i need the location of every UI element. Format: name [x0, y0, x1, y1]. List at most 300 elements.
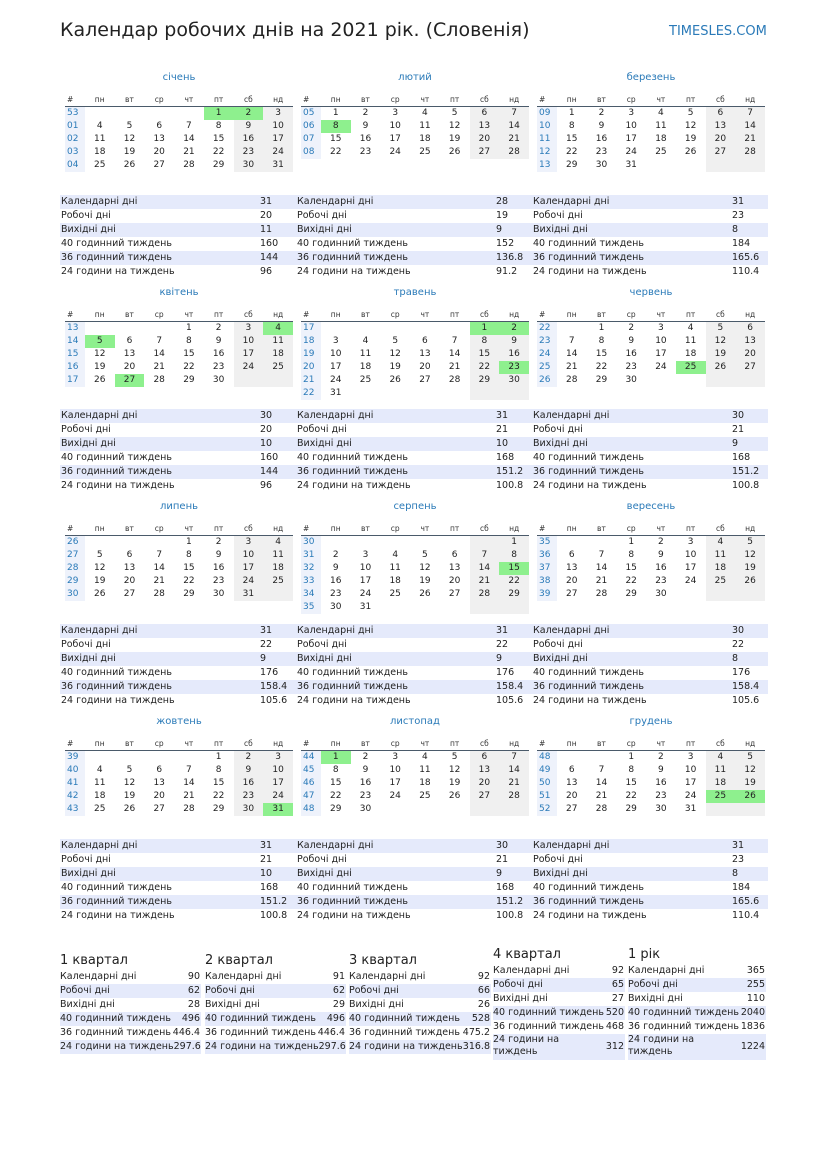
day-cell[interactable]: 2	[215, 537, 222, 547]
day-cell[interactable]: 24	[389, 147, 401, 157]
day-cell[interactable]: 29	[625, 804, 637, 814]
day-cell[interactable]: 30	[329, 602, 342, 612]
day-cell[interactable]: 12	[93, 349, 106, 359]
day-cell[interactable]: 25	[359, 375, 372, 385]
day-cell[interactable]: 29	[212, 160, 225, 170]
day-cell[interactable]: 27	[123, 589, 136, 599]
day-cell[interactable]: 25	[419, 791, 431, 801]
day-cell[interactable]: 31	[263, 159, 293, 172]
day-cell[interactable]: 30	[234, 803, 264, 816]
day-cell[interactable]: 8	[470, 335, 500, 348]
day-cell[interactable]: 16	[212, 563, 225, 573]
day-cell[interactable]: 24	[359, 589, 372, 599]
day-cell[interactable]: 9	[658, 550, 664, 560]
day-cell[interactable]: 1	[186, 323, 192, 333]
day-cell[interactable]: 22	[212, 791, 225, 801]
day-cell[interactable]: 14	[448, 349, 461, 359]
day-cell[interactable]: 5	[85, 335, 115, 348]
day-cell[interactable]: 11	[655, 121, 667, 131]
day-cell[interactable]: 19	[123, 791, 136, 801]
day-cell[interactable]: 22	[625, 576, 637, 586]
day-cell[interactable]: 22	[183, 576, 195, 586]
day-cell[interactable]: 6	[126, 550, 133, 560]
day-cell[interactable]: 7	[156, 550, 163, 560]
day-cell[interactable]: 10	[684, 765, 697, 775]
day-cell[interactable]: 12	[93, 563, 106, 573]
day-cell[interactable]: 4	[263, 536, 293, 549]
day-cell[interactable]: 21	[735, 133, 765, 146]
day-cell[interactable]: 14	[595, 778, 608, 788]
day-cell[interactable]: 22	[499, 575, 529, 588]
day-cell[interactable]: 30	[499, 374, 529, 387]
day-cell[interactable]: 23	[595, 147, 608, 157]
day-cell[interactable]: 26	[735, 575, 765, 588]
day-cell[interactable]: 3	[332, 336, 339, 346]
day-cell[interactable]: 10	[263, 764, 293, 777]
day-cell[interactable]: 1	[628, 537, 635, 547]
day-cell[interactable]: 14	[153, 563, 165, 573]
day-cell[interactable]: 9	[598, 121, 605, 131]
day-cell[interactable]: 28	[183, 160, 195, 170]
day-cell[interactable]: 12	[448, 765, 461, 775]
day-cell[interactable]: 12	[123, 134, 136, 144]
day-cell[interactable]: 27	[470, 790, 500, 803]
day-cell[interactable]: 20	[565, 576, 578, 586]
day-cell[interactable]: 28	[183, 804, 195, 814]
day-cell[interactable]: 10	[389, 121, 401, 131]
day-cell[interactable]: 15	[625, 778, 637, 788]
day-cell[interactable]: 13	[470, 764, 500, 777]
day-cell[interactable]: 5	[422, 550, 428, 560]
day-cell[interactable]: 20	[470, 133, 500, 146]
day-cell[interactable]: 10	[359, 563, 372, 573]
day-cell[interactable]: 11	[684, 336, 697, 346]
day-cell[interactable]: 22	[470, 361, 500, 374]
day-cell[interactable]: 4	[658, 108, 664, 118]
day-cell[interactable]: 3	[628, 108, 635, 118]
day-cell[interactable]: 25	[263, 361, 293, 374]
day-cell[interactable]: 15	[625, 563, 637, 573]
day-cell[interactable]: 18	[263, 562, 293, 575]
day-cell[interactable]: 27	[470, 146, 500, 159]
day-cell[interactable]: 9	[215, 336, 222, 346]
day-cell[interactable]: 24	[234, 361, 264, 374]
day-cell[interactable]: 6	[470, 107, 500, 120]
day-cell[interactable]: 31	[263, 803, 293, 816]
day-cell[interactable]: 23	[234, 790, 264, 803]
day-cell[interactable]: 25	[706, 575, 736, 588]
day-cell[interactable]: 6	[568, 765, 575, 775]
day-cell[interactable]: 17	[234, 562, 264, 575]
day-cell[interactable]: 15	[329, 134, 342, 144]
day-cell[interactable]: 29	[470, 374, 500, 387]
day-cell[interactable]: 30	[212, 589, 225, 599]
day-cell[interactable]: 27	[565, 589, 578, 599]
day-cell[interactable]: 17	[684, 563, 697, 573]
day-cell[interactable]: 28	[448, 375, 461, 385]
day-cell[interactable]: 12	[735, 549, 765, 562]
day-cell[interactable]: 28	[470, 588, 500, 601]
day-cell[interactable]: 30	[655, 589, 667, 599]
day-cell[interactable]: 17	[684, 778, 697, 788]
day-cell[interactable]: 30	[359, 804, 372, 814]
day-cell[interactable]: 27	[115, 374, 145, 387]
day-cell[interactable]: 13	[123, 563, 136, 573]
day-cell[interactable]: 26	[123, 160, 136, 170]
day-cell[interactable]: 14	[565, 349, 578, 359]
day-cell[interactable]: 22	[212, 147, 225, 157]
day-cell[interactable]: 11	[419, 121, 431, 131]
day-cell[interactable]: 12	[706, 335, 736, 348]
day-cell[interactable]: 16	[655, 778, 667, 788]
day-cell[interactable]: 11	[93, 134, 106, 144]
day-cell[interactable]: 19	[389, 362, 401, 372]
day-cell[interactable]: 3	[362, 550, 369, 560]
day-cell[interactable]: 9	[234, 120, 264, 133]
day-cell[interactable]: 28	[565, 375, 578, 385]
day-cell[interactable]: 17	[329, 362, 342, 372]
day-cell[interactable]: 7	[186, 121, 192, 131]
day-cell[interactable]: 9	[362, 765, 369, 775]
day-cell[interactable]: 29	[183, 589, 195, 599]
day-cell[interactable]: 1	[628, 752, 635, 762]
day-cell[interactable]: 24	[263, 790, 293, 803]
day-cell[interactable]: 21	[499, 777, 529, 790]
day-cell[interactable]: 21	[183, 147, 195, 157]
day-cell[interactable]: 8	[215, 121, 222, 131]
day-cell[interactable]: 27	[153, 804, 165, 814]
day-cell[interactable]: 26	[448, 791, 461, 801]
day-cell[interactable]: 23	[655, 576, 667, 586]
day-cell[interactable]: 10	[263, 120, 293, 133]
day-cell[interactable]: 6	[735, 322, 765, 335]
day-cell[interactable]: 15	[499, 562, 529, 575]
day-cell[interactable]: 14	[499, 120, 529, 133]
day-cell[interactable]: 2	[658, 752, 664, 762]
day-cell[interactable]: 25	[655, 147, 667, 157]
day-cell[interactable]: 18	[684, 349, 697, 359]
day-cell[interactable]: 20	[153, 791, 165, 801]
day-cell[interactable]: 31	[359, 602, 372, 612]
day-cell[interactable]: 26	[93, 589, 106, 599]
day-cell[interactable]: 3	[234, 536, 264, 549]
day-cell[interactable]: 5	[126, 121, 133, 131]
day-cell[interactable]: 12	[123, 778, 136, 788]
day-cell[interactable]: 15	[595, 349, 608, 359]
day-cell[interactable]: 17	[359, 576, 372, 586]
day-cell[interactable]: 28	[595, 804, 608, 814]
day-cell[interactable]: 20	[470, 777, 500, 790]
day-cell[interactable]: 8	[332, 765, 339, 775]
day-cell[interactable]: 10	[389, 765, 401, 775]
day-cell[interactable]: 2	[598, 108, 605, 118]
day-cell[interactable]: 20	[706, 133, 736, 146]
day-cell[interactable]: 31	[684, 804, 697, 814]
day-cell[interactable]: 19	[419, 576, 431, 586]
day-cell[interactable]: 24	[389, 791, 401, 801]
day-cell[interactable]: 5	[392, 336, 399, 346]
day-cell[interactable]: 7	[499, 107, 529, 120]
day-cell[interactable]: 2	[362, 752, 369, 762]
day-cell[interactable]: 1	[598, 323, 605, 333]
day-cell[interactable]: 14	[595, 563, 608, 573]
day-cell[interactable]: 30	[595, 160, 608, 170]
day-cell[interactable]: 6	[156, 765, 163, 775]
day-cell[interactable]: 19	[448, 134, 461, 144]
day-cell[interactable]: 24	[684, 791, 697, 801]
day-cell[interactable]: 18	[706, 562, 736, 575]
day-cell[interactable]: 15	[329, 778, 342, 788]
day-cell[interactable]: 22	[329, 147, 342, 157]
day-cell[interactable]: 13	[565, 778, 578, 788]
day-cell[interactable]: 3	[392, 108, 399, 118]
day-cell[interactable]: 11	[419, 765, 431, 775]
day-cell[interactable]: 17	[389, 134, 401, 144]
day-cell[interactable]: 19	[706, 348, 736, 361]
day-cell[interactable]: 19	[735, 777, 765, 790]
day-cell[interactable]: 19	[735, 562, 765, 575]
day-cell[interactable]: 27	[448, 589, 461, 599]
day-cell[interactable]: 9	[628, 336, 635, 346]
day-cell[interactable]: 19	[684, 134, 697, 144]
day-cell[interactable]: 26	[735, 790, 765, 803]
day-cell[interactable]: 16	[595, 134, 608, 144]
day-cell[interactable]: 8	[628, 550, 635, 560]
day-cell[interactable]: 18	[419, 134, 431, 144]
day-cell[interactable]: 8	[499, 549, 529, 562]
day-cell[interactable]: 18	[93, 147, 106, 157]
day-cell[interactable]: 3	[687, 752, 694, 762]
day-cell[interactable]: 21	[153, 576, 165, 586]
day-cell[interactable]: 27	[153, 160, 165, 170]
day-cell[interactable]: 21	[595, 791, 608, 801]
day-cell[interactable]: 13	[565, 563, 578, 573]
day-cell[interactable]: 15	[212, 134, 225, 144]
day-cell[interactable]: 5	[687, 108, 694, 118]
day-cell[interactable]: 19	[448, 778, 461, 788]
day-cell[interactable]: 7	[451, 336, 458, 346]
day-cell[interactable]: 1	[204, 107, 234, 120]
brand-link[interactable]: TIMESLES.COM	[669, 24, 767, 39]
day-cell[interactable]: 7	[156, 336, 163, 346]
day-cell[interactable]: 13	[123, 349, 136, 359]
day-cell[interactable]: 11	[359, 349, 372, 359]
day-cell[interactable]: 19	[93, 362, 106, 372]
day-cell[interactable]: 5	[451, 108, 458, 118]
day-cell[interactable]: 17	[655, 349, 667, 359]
day-cell[interactable]: 31	[329, 388, 342, 398]
day-cell[interactable]: 18	[359, 362, 372, 372]
day-cell[interactable]: 2	[499, 322, 529, 335]
day-cell[interactable]: 4	[392, 550, 399, 560]
day-cell[interactable]: 15	[565, 134, 578, 144]
day-cell[interactable]: 8	[186, 550, 192, 560]
day-cell[interactable]: 13	[735, 335, 765, 348]
day-cell[interactable]: 18	[706, 777, 736, 790]
day-cell[interactable]: 25	[263, 575, 293, 588]
day-cell[interactable]: 6	[451, 550, 458, 560]
day-cell[interactable]: 23	[655, 791, 667, 801]
day-cell[interactable]: 11	[263, 335, 293, 348]
day-cell[interactable]: 18	[263, 348, 293, 361]
day-cell[interactable]: 28	[499, 146, 529, 159]
day-cell[interactable]: 3	[658, 323, 664, 333]
day-cell[interactable]: 26	[419, 589, 431, 599]
day-cell[interactable]: 21	[470, 575, 500, 588]
day-cell[interactable]: 1	[215, 752, 222, 762]
day-cell[interactable]: 14	[183, 134, 195, 144]
day-cell[interactable]: 25	[676, 361, 706, 374]
day-cell[interactable]: 27	[565, 804, 578, 814]
day-cell[interactable]: 12	[448, 121, 461, 131]
day-cell[interactable]: 19	[93, 576, 106, 586]
day-cell[interactable]: 11	[706, 549, 736, 562]
day-cell[interactable]: 24	[625, 147, 637, 157]
day-cell[interactable]: 20	[419, 362, 431, 372]
day-cell[interactable]: 17	[263, 133, 293, 146]
day-cell[interactable]: 14	[183, 778, 195, 788]
day-cell[interactable]: 13	[153, 134, 165, 144]
day-cell[interactable]: 21	[595, 576, 608, 586]
day-cell[interactable]: 23	[212, 362, 225, 372]
day-cell[interactable]: 6	[126, 336, 133, 346]
day-cell[interactable]: 23	[625, 362, 637, 372]
day-cell[interactable]: 7	[470, 549, 500, 562]
day-cell[interactable]: 28	[153, 375, 165, 385]
day-cell[interactable]: 19	[123, 147, 136, 157]
day-cell[interactable]: 5	[706, 322, 736, 335]
day-cell[interactable]: 1	[332, 108, 339, 118]
day-cell[interactable]: 3	[687, 537, 694, 547]
day-cell[interactable]: 8	[568, 121, 575, 131]
day-cell[interactable]: 20	[735, 348, 765, 361]
day-cell[interactable]: 5	[451, 752, 458, 762]
day-cell[interactable]: 3	[392, 752, 399, 762]
day-cell[interactable]: 2	[215, 323, 222, 333]
day-cell[interactable]: 21	[499, 133, 529, 146]
day-cell[interactable]: 17	[389, 778, 401, 788]
day-cell[interactable]: 24	[655, 362, 667, 372]
day-cell[interactable]: 14	[499, 764, 529, 777]
day-cell[interactable]: 7	[598, 550, 605, 560]
day-cell[interactable]: 7	[186, 765, 192, 775]
day-cell[interactable]: 25	[419, 147, 431, 157]
day-cell[interactable]: 1	[321, 751, 351, 764]
day-cell[interactable]: 18	[419, 778, 431, 788]
day-cell[interactable]: 13	[153, 778, 165, 788]
day-cell[interactable]: 15	[470, 348, 500, 361]
day-cell[interactable]: 2	[658, 537, 664, 547]
day-cell[interactable]: 13	[470, 120, 500, 133]
day-cell[interactable]: 16	[234, 133, 264, 146]
day-cell[interactable]: 16	[625, 349, 637, 359]
day-cell[interactable]: 6	[568, 550, 575, 560]
day-cell[interactable]: 17	[625, 134, 637, 144]
day-cell[interactable]: 26	[93, 375, 106, 385]
day-cell[interactable]: 20	[123, 576, 136, 586]
day-cell[interactable]: 15	[212, 778, 225, 788]
day-cell[interactable]: 12	[389, 349, 401, 359]
day-cell[interactable]: 18	[655, 134, 667, 144]
day-cell[interactable]: 4	[706, 536, 736, 549]
day-cell[interactable]: 16	[499, 348, 529, 361]
day-cell[interactable]: 4	[96, 765, 103, 775]
day-cell[interactable]: 22	[625, 791, 637, 801]
day-cell[interactable]: 8	[321, 120, 351, 133]
day-cell[interactable]: 1	[470, 322, 500, 335]
day-cell[interactable]: 26	[448, 147, 461, 157]
day-cell[interactable]: 9	[658, 765, 664, 775]
day-cell[interactable]: 22	[183, 362, 195, 372]
day-cell[interactable]: 16	[359, 134, 372, 144]
day-cell[interactable]: 14	[470, 562, 500, 575]
day-cell[interactable]: 23	[212, 576, 225, 586]
day-cell[interactable]: 30	[212, 375, 225, 385]
day-cell[interactable]: 25	[93, 160, 106, 170]
day-cell[interactable]: 25	[389, 589, 401, 599]
day-cell[interactable]: 11	[93, 778, 106, 788]
day-cell[interactable]: 20	[123, 362, 136, 372]
day-cell[interactable]: 21	[448, 362, 461, 372]
day-cell[interactable]: 29	[183, 375, 195, 385]
day-cell[interactable]: 16	[329, 576, 342, 586]
day-cell[interactable]: 11	[389, 563, 401, 573]
day-cell[interactable]: 2	[628, 323, 635, 333]
day-cell[interactable]: 11	[706, 764, 736, 777]
day-cell[interactable]: 24	[329, 375, 342, 385]
day-cell[interactable]: 28	[499, 790, 529, 803]
day-cell[interactable]: 12	[735, 764, 765, 777]
day-cell[interactable]: 21	[153, 362, 165, 372]
day-cell[interactable]: 25	[93, 804, 106, 814]
day-cell[interactable]: 9	[499, 335, 529, 348]
day-cell[interactable]: 26	[706, 361, 736, 374]
day-cell[interactable]: 25	[706, 790, 736, 803]
day-cell[interactable]: 2	[362, 108, 369, 118]
day-cell[interactable]: 30	[234, 159, 264, 172]
day-cell[interactable]: 3	[263, 107, 293, 120]
day-cell[interactable]: 15	[183, 349, 195, 359]
day-cell[interactable]: 6	[470, 751, 500, 764]
day-cell[interactable]: 15	[183, 563, 195, 573]
day-cell[interactable]: 9	[362, 121, 369, 131]
day-cell[interactable]: 7	[598, 765, 605, 775]
day-cell[interactable]: 27	[735, 361, 765, 374]
day-cell[interactable]: 8	[186, 336, 192, 346]
day-cell[interactable]: 30	[655, 804, 667, 814]
day-cell[interactable]: 9	[332, 563, 339, 573]
day-cell[interactable]: 10	[684, 550, 697, 560]
day-cell[interactable]: 8	[598, 336, 605, 346]
day-cell[interactable]: 7	[499, 751, 529, 764]
day-cell[interactable]: 4	[96, 121, 103, 131]
day-cell[interactable]: 16	[359, 778, 372, 788]
day-cell[interactable]: 31	[234, 588, 264, 601]
day-cell[interactable]: 26	[684, 147, 697, 157]
day-cell[interactable]: 13	[706, 120, 736, 133]
day-cell[interactable]: 23	[359, 147, 372, 157]
day-cell[interactable]: 22	[329, 791, 342, 801]
day-cell[interactable]: 9	[234, 764, 264, 777]
day-cell[interactable]: 29	[329, 804, 342, 814]
day-cell[interactable]: 23	[234, 146, 264, 159]
day-cell[interactable]: 2	[234, 751, 264, 764]
day-cell[interactable]: 5	[735, 536, 765, 549]
day-cell[interactable]: 27	[706, 146, 736, 159]
day-cell[interactable]: 10	[234, 335, 264, 348]
day-cell[interactable]: 2	[332, 550, 339, 560]
day-cell[interactable]: 6	[706, 107, 736, 120]
